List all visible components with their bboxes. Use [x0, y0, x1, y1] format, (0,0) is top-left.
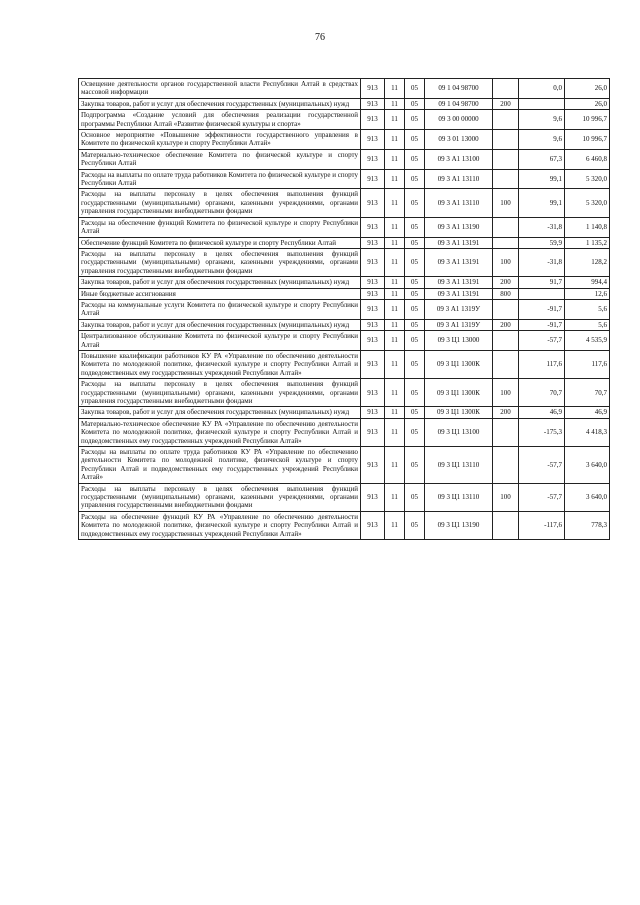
- expense-type-code: 200: [493, 407, 519, 418]
- grbs-code: 913: [361, 350, 385, 378]
- table-row: [79, 447, 610, 484]
- section-code: 11: [385, 217, 405, 237]
- target-article-code: 09 3 Ц1 13190: [425, 511, 493, 539]
- grbs-code: 913: [361, 79, 385, 99]
- row-description: Освещение деятельности органов государственной власти Республики Алтай в средствах массовой информации: [79, 79, 361, 99]
- change-amount: 0,0: [519, 79, 565, 99]
- total-amount: 5,6: [565, 319, 610, 330]
- row-description: Расходы на выплаты по оплате труда работников КУ РА «Управление по обеспечению деятельности Комитета по молодежной политике, физической культуре и спорту Республики Алтай и подведомственных ему государственных учреждений Республики Алтай»: [79, 447, 361, 484]
- expense-type-code: [493, 331, 519, 351]
- table-row: [79, 331, 610, 351]
- subsection-code: 05: [405, 248, 425, 276]
- row-description: Материально-техническое обеспечение КУ РА «Управление по обеспечению деятельности Комитета по молодежной политике, физической культуре и спорту Республики Алтай и подведомственных ему государственных учреждений Республики Алтай»: [79, 418, 361, 446]
- section-code: 11: [385, 299, 405, 319]
- section-code: 11: [385, 130, 405, 150]
- section-code: 11: [385, 237, 405, 248]
- change-amount: [519, 98, 565, 109]
- expense-type-code: 200: [493, 98, 519, 109]
- total-amount: 3 640,0: [565, 447, 610, 484]
- table-row: [79, 483, 610, 511]
- grbs-code: 913: [361, 319, 385, 330]
- target-article-code: 09 3 А1 1319У: [425, 319, 493, 330]
- subsection-code: 05: [405, 299, 425, 319]
- subsection-code: 05: [405, 379, 425, 407]
- target-article-code: 09 3 А1 13191: [425, 237, 493, 248]
- target-article-code: 09 3 А1 1319У: [425, 299, 493, 319]
- change-amount: 9,6: [519, 130, 565, 150]
- table-row: [79, 217, 610, 237]
- target-article-code: 09 1 04 98700: [425, 79, 493, 99]
- total-amount: 4 418,3: [565, 418, 610, 446]
- expense-type-code: 100: [493, 483, 519, 511]
- subsection-code: 05: [405, 418, 425, 446]
- change-amount: -117,6: [519, 511, 565, 539]
- budget-table: [78, 78, 610, 540]
- change-amount: -57,7: [519, 447, 565, 484]
- target-article-code: 09 1 04 98700: [425, 98, 493, 109]
- table-row: [79, 149, 610, 169]
- target-article-code: 09 3 А1 13110: [425, 189, 493, 217]
- subsection-code: 05: [405, 189, 425, 217]
- expense-type-code: [493, 149, 519, 169]
- target-article-code: 09 3 А1 13110: [425, 169, 493, 189]
- total-amount: 1 140,8: [565, 217, 610, 237]
- subsection-code: 05: [405, 483, 425, 511]
- total-amount: 4 535,9: [565, 331, 610, 351]
- table-row: [79, 248, 610, 276]
- change-amount: -57,7: [519, 483, 565, 511]
- row-description: Закупка товаров, работ и услуг для обеспечения государственных (муниципальных) нужд: [79, 319, 361, 330]
- expense-type-code: [493, 511, 519, 539]
- subsection-code: 05: [405, 98, 425, 109]
- total-amount: 778,3: [565, 511, 610, 539]
- section-code: 11: [385, 379, 405, 407]
- change-amount: -91,7: [519, 319, 565, 330]
- change-amount: -31,8: [519, 248, 565, 276]
- section-code: 11: [385, 189, 405, 217]
- grbs-code: 913: [361, 130, 385, 150]
- target-article-code: 09 3 01 13000: [425, 130, 493, 150]
- table-row: [79, 98, 610, 109]
- grbs-code: 913: [361, 189, 385, 217]
- table-row: [79, 237, 610, 248]
- section-code: 11: [385, 110, 405, 130]
- subsection-code: 05: [405, 331, 425, 351]
- expense-type-code: 100: [493, 248, 519, 276]
- section-code: 11: [385, 418, 405, 446]
- total-amount: 117,6: [565, 350, 610, 378]
- section-code: 11: [385, 169, 405, 189]
- total-amount: 10 996,7: [565, 130, 610, 150]
- total-amount: 12,6: [565, 288, 610, 299]
- row-description: Закупка товаров, работ и услуг для обеспечения государственных (муниципальных) нужд: [79, 277, 361, 288]
- table-row: [79, 79, 610, 99]
- expense-type-code: [493, 110, 519, 130]
- target-article-code: 09 3 Ц1 13100: [425, 418, 493, 446]
- table-row: [79, 189, 610, 217]
- change-amount: -91,7: [519, 299, 565, 319]
- section-code: 11: [385, 98, 405, 109]
- change-amount: 117,6: [519, 350, 565, 378]
- row-description: Основное мероприятие «Повышение эффективности государственного управления в Комитете по физической культуре и спорту Республики Алтай»: [79, 130, 361, 150]
- change-amount: 99,1: [519, 189, 565, 217]
- expense-type-code: [493, 418, 519, 446]
- section-code: 11: [385, 288, 405, 299]
- total-amount: 70,7: [565, 379, 610, 407]
- total-amount: 46,9: [565, 407, 610, 418]
- table-row: [79, 350, 610, 378]
- section-code: 11: [385, 350, 405, 378]
- total-amount: 994,4: [565, 277, 610, 288]
- subsection-code: 05: [405, 288, 425, 299]
- change-amount: -31,8: [519, 217, 565, 237]
- target-article-code: 09 3 Ц1 13000: [425, 331, 493, 351]
- table-body: [79, 79, 610, 540]
- change-amount: 46,9: [519, 407, 565, 418]
- grbs-code: 913: [361, 418, 385, 446]
- table-row: [79, 418, 610, 446]
- subsection-code: 05: [405, 511, 425, 539]
- grbs-code: 913: [361, 483, 385, 511]
- row-description: Подпрограмма «Создание условий для обеспечения реализации государственной программы Республики Алтай «Развитие физической культуры и спорта»: [79, 110, 361, 130]
- table-row: [79, 110, 610, 130]
- table-row: [79, 169, 610, 189]
- change-amount: -175,3: [519, 418, 565, 446]
- change-amount: 99,1: [519, 169, 565, 189]
- target-article-code: 09 3 Ц1 13110: [425, 447, 493, 484]
- row-description: Расходы на выплаты по оплате труда работников Комитета по физической культуре и спорту Республики Алтай: [79, 169, 361, 189]
- expense-type-code: [493, 237, 519, 248]
- total-amount: 5,6: [565, 299, 610, 319]
- target-article-code: 09 3 Ц1 13110: [425, 483, 493, 511]
- subsection-code: 05: [405, 217, 425, 237]
- expense-type-code: 200: [493, 277, 519, 288]
- grbs-code: 913: [361, 248, 385, 276]
- grbs-code: 913: [361, 98, 385, 109]
- grbs-code: 913: [361, 237, 385, 248]
- section-code: 11: [385, 447, 405, 484]
- change-amount: 70,7: [519, 379, 565, 407]
- target-article-code: 09 3 Ц1 1300К: [425, 350, 493, 378]
- expense-type-code: [493, 350, 519, 378]
- grbs-code: 913: [361, 331, 385, 351]
- expense-type-code: [493, 169, 519, 189]
- total-amount: 5 320,0: [565, 189, 610, 217]
- expense-type-code: [493, 79, 519, 99]
- total-amount: 26,0: [565, 79, 610, 99]
- total-amount: 26,0: [565, 98, 610, 109]
- row-description: Повышение квалификации работников КУ РА «Управление по обеспечению деятельности Комитета по молодежной политике, физической культуре и спорту Республики Алтай и подведомственных ему государственных учреждений Республики Алтай»: [79, 350, 361, 378]
- grbs-code: 913: [361, 169, 385, 189]
- expense-type-code: 100: [493, 189, 519, 217]
- table-row: [79, 288, 610, 299]
- total-amount: 5 320,0: [565, 169, 610, 189]
- section-code: 11: [385, 149, 405, 169]
- row-description: Иные бюджетные ассигнования: [79, 288, 361, 299]
- section-code: 11: [385, 331, 405, 351]
- expense-type-code: 100: [493, 379, 519, 407]
- target-article-code: 09 3 А1 13191: [425, 248, 493, 276]
- table-row: [79, 299, 610, 319]
- section-code: 11: [385, 79, 405, 99]
- target-article-code: 09 3 А1 13191: [425, 277, 493, 288]
- total-amount: 10 996,7: [565, 110, 610, 130]
- subsection-code: 05: [405, 319, 425, 330]
- subsection-code: 05: [405, 237, 425, 248]
- section-code: 11: [385, 407, 405, 418]
- section-code: 11: [385, 248, 405, 276]
- row-description: Расходы на обеспечение функций КУ РА «Управление по обеспечению деятельности Комитета по молодежной политике, физической культуре и спорту Республики Алтай и подведомственных ему государственных учреждений Республики Алтай»: [79, 511, 361, 539]
- grbs-code: 913: [361, 407, 385, 418]
- subsection-code: 05: [405, 110, 425, 130]
- grbs-code: 913: [361, 149, 385, 169]
- expense-type-code: [493, 299, 519, 319]
- target-article-code: 09 3 Ц1 1300К: [425, 407, 493, 418]
- row-description: Материально-техническое обеспечение Комитета по физической культуре и спорту Республики Алтай: [79, 149, 361, 169]
- grbs-code: 913: [361, 511, 385, 539]
- row-description: Закупка товаров, работ и услуг для обеспечения государственных (муниципальных) нужд: [79, 98, 361, 109]
- subsection-code: 05: [405, 350, 425, 378]
- expense-type-code: [493, 217, 519, 237]
- change-amount: -57,7: [519, 331, 565, 351]
- change-amount: 9,6: [519, 110, 565, 130]
- table-row: [79, 407, 610, 418]
- expense-type-code: 200: [493, 319, 519, 330]
- page-number: 76: [315, 32, 325, 43]
- row-description: Расходы на выплаты персоналу в целях обеспечения выполнения функций государственными (муниципальными) органами, казенными учреждениями, органами управления государственными внебюджетными фондами: [79, 189, 361, 217]
- subsection-code: 05: [405, 447, 425, 484]
- row-description: Централизованное обслуживание Комитета по физической культуре и спорту Республики Алтай: [79, 331, 361, 351]
- grbs-code: 913: [361, 288, 385, 299]
- subsection-code: 05: [405, 407, 425, 418]
- total-amount: 6 460,8: [565, 149, 610, 169]
- expense-type-code: [493, 447, 519, 484]
- target-article-code: 09 3 А1 13100: [425, 149, 493, 169]
- grbs-code: 913: [361, 447, 385, 484]
- grbs-code: 913: [361, 217, 385, 237]
- subsection-code: 05: [405, 149, 425, 169]
- grbs-code: 913: [361, 299, 385, 319]
- section-code: 11: [385, 319, 405, 330]
- row-description: Расходы на выплаты персоналу в целях обеспечения выполнения функций государственными (муниципальными) органами, казенными учреждениями, органами управления государственными внебюджетными фондами: [79, 248, 361, 276]
- subsection-code: 05: [405, 79, 425, 99]
- expense-type-code: [493, 130, 519, 150]
- table-row: [79, 130, 610, 150]
- row-description: Расходы на выплаты персоналу в целях обеспечения выполнения функций государственными (муниципальными) органами, казенными учреждениями, органами управления государственными внебюджетными фондами: [79, 379, 361, 407]
- section-code: 11: [385, 277, 405, 288]
- subsection-code: 05: [405, 169, 425, 189]
- change-amount: [519, 288, 565, 299]
- target-article-code: 09 3 Ц1 1300К: [425, 379, 493, 407]
- change-amount: 91,7: [519, 277, 565, 288]
- table-row: [79, 511, 610, 539]
- grbs-code: 913: [361, 110, 385, 130]
- target-article-code: 09 3 А1 13190: [425, 217, 493, 237]
- grbs-code: 913: [361, 277, 385, 288]
- row-description: Расходы на выплаты персоналу в целях обеспечения выполнения функций государственными (муниципальными) органами, казенными учреждениями, органами управления государственными внебюджетными фондами: [79, 483, 361, 511]
- section-code: 11: [385, 483, 405, 511]
- change-amount: 67,3: [519, 149, 565, 169]
- total-amount: 3 640,0: [565, 483, 610, 511]
- target-article-code: 09 3 00 00000: [425, 110, 493, 130]
- grbs-code: 913: [361, 379, 385, 407]
- subsection-code: 05: [405, 130, 425, 150]
- target-article-code: 09 3 А1 13191: [425, 288, 493, 299]
- row-description: Закупка товаров, работ и услуг для обеспечения государственных (муниципальных) нужд: [79, 407, 361, 418]
- table-row: [79, 379, 610, 407]
- change-amount: 59,9: [519, 237, 565, 248]
- subsection-code: 05: [405, 277, 425, 288]
- expense-type-code: 800: [493, 288, 519, 299]
- table-row: [79, 277, 610, 288]
- row-description: Расходы на коммунальные услуги Комитета по физической культуре и спорту Республики Алтай: [79, 299, 361, 319]
- total-amount: 128,2: [565, 248, 610, 276]
- total-amount: 1 135,2: [565, 237, 610, 248]
- row-description: Расходы на обеспечение функций Комитета по физической культуре и спорту Республики Алтай: [79, 217, 361, 237]
- table-row: [79, 319, 610, 330]
- section-code: 11: [385, 511, 405, 539]
- row-description: Обеспечение функций Комитета по физической культуре и спорту Республики Алтай: [79, 237, 361, 248]
